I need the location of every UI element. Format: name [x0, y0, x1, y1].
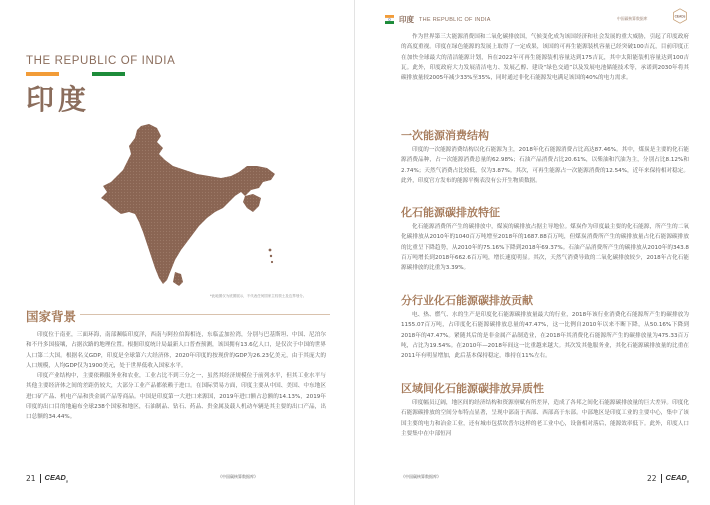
country-name-en: THE REPUBLIC OF INDIA	[26, 55, 176, 67]
section-divider	[80, 314, 330, 315]
india-map	[45, 122, 305, 287]
india-northeast	[243, 194, 261, 212]
ceads-logo-icon	[672, 8, 688, 24]
paragraph: 印度的一次能源消费结构以化石能源为主，2018年化石能源消费占比高达87.46%。其中，煤炭是主要的化石能源消费品种，占一次能源消费总量的62.98%；石油产品消费占比20.61%，以柴油和汽油为主，分别占比8.12%和2.74%；天然气消费占比较低，仅为3.87%。其次，可再生能源占一次能源消费的12.54%，近年来保持相对稳定。此外，印度官方发布的能源平衡表没有公开生物质数据。	[401, 147, 689, 184]
running-head	[385, 14, 491, 25]
primary-energy-text	[401, 145, 689, 186]
footer-report-title: 《中国碳核算数据库》	[218, 474, 258, 479]
footer-divider	[661, 474, 662, 483]
sector-contribution-text	[401, 310, 689, 361]
map-caption: *此地图仅为底图展示，不代表任何国家主权领土及边界划分。	[210, 294, 307, 298]
section-title-sector-contribution: 分行业化石能源碳排放贡献	[401, 294, 533, 307]
regional-heterogeneity-text	[401, 398, 689, 439]
flag-white-stripe	[59, 72, 92, 76]
brand-logo: $CEAD_s$	[665, 473, 690, 484]
page-number: 22	[647, 473, 657, 483]
india-map-image	[45, 122, 305, 287]
paragraph: 化石能源消费所产生的碳排放中，煤炭的碳排放占据主导地位。煤炭作为印度最主要的化石能源，所产生的二氧化碳排放从2010年的1040百万吨增至2018年的1687.88百万吨，但煤炭消费所产生的碳排放量占化石能源碳排放的比重呈下降趋势，从2010年的75.16%下降到2018年69.37%。石油产品消费所产生的碳排放从2010年的343.8百万吨增长到2018年662.6百万吨，增长速度明显。其次，天然气消费导致的二氧化碳排放较少，2018年占化石能源碳排放的比重为3.39%。	[401, 224, 689, 272]
flag-icon	[385, 15, 394, 24]
paragraph: 作为世界第三大能源消费国和二氧化碳排放国，气候变化成为该国经济和社会发展的重大威胁，引起了印度政府的高度重视。印度在绿色能源的发展上取得了一定成果，该国的可再生能源装机容量已经突破100吉瓦，目前印度正在加快全球最大的清洁能源计划，旨在2022年可再生能源装机容量达到175吉瓦，其中太阳能装机容量达到100吉瓦。此外，印度政府大力发展清洁电力、发展乙醇、建设“绿色交通”以及发展电池储能技术等，承诺到2030年将其碳排放量较2005年减少33%至35%，同时通过非化石能源发电满足该国的40%的电力需求。	[401, 34, 689, 82]
intro-text	[401, 32, 689, 83]
right-footer	[647, 473, 689, 484]
paragraph: 印度产业结构中，主要依赖服务业和农业，工业占比不到三分之一，虽然其经济规模位于前列水平，但其工业水平与其他主要经济体之间的差距仍较大，大部分工业产品都依赖于进口。在国际贸易方面，印度主要从中国、美国、中东地区进口矿产品、机电产品和贵金属产品等商品。中国是印度第一大进口来源国，2019年进口额占总额的14.13%，2019年印度的出口目的地遍布全球238个国家和地区，石油制品、钻石、药品、贵金属及载人机动车辆是其主要的出口产品，出口总额的34.44%。	[26, 373, 326, 421]
running-head-zh: 印度	[399, 15, 414, 24]
section-title-fossil-emissions: 化石能源碳排放特征	[401, 206, 500, 219]
svg-text:CEADs: CEADs	[674, 14, 686, 19]
footer-report-title: 《中国碳核算数据库》	[401, 474, 441, 479]
right-page	[355, 0, 710, 505]
brand-logo: $CEAD_s$	[44, 473, 69, 484]
background-text	[26, 330, 326, 423]
country-name-zh: 印度	[26, 83, 91, 116]
section-title-regional-heterogeneity: 区域间化石能源碳排放异质性	[401, 382, 544, 395]
sri-lanka	[173, 272, 183, 286]
paragraph: 印度幅员辽阔，地区间的经济结构和资源禀赋有所差异，造成了各邦之间化石能源碳排放量的巨大差异。印度化石能源碳排放的空间分布特点显著，呈现中部南于西部、西部高于东部。中部地区是印度工业的主要中心，集中了该国主要的电力和冶金工业，还有城市包括坎普尔这样的老工业中心，设备相对落后，能源效率低下。此外，印度人口主要集中在中部恒河	[401, 400, 689, 437]
flag-green-stripe	[92, 72, 125, 76]
flag-saffron-stripe	[26, 72, 59, 76]
left-footer	[26, 473, 68, 484]
fossil-emissions-text	[401, 222, 689, 273]
page-number: 21	[26, 473, 36, 483]
andaman-islands	[269, 249, 272, 252]
section-title-background: 国家背景	[26, 309, 77, 324]
footer-divider	[40, 474, 41, 483]
running-head-report: 中国碳核算数据库	[617, 16, 648, 21]
flag-stripes	[26, 72, 125, 76]
section-title-primary-energy: 一次能源消费结构	[401, 129, 489, 142]
paragraph: 电、热、燃气、水的生产是印度化石能源碳排放量最大的行业，2018年该行业消费化石能源所产生的碳排放为1155.07百万吨，占印度化石能源碳排放总量的47.47%，这一比例自2010年以来不断下降，从50.16%下降到2018年的47.47%。紧随其后的是非金属产品制造业，在2018年其消费化石能源所产生的碳排放量为475.33百万吨，占比为19.54%。在2010年—2018年间这一比重越来越大。其次发其他服务业，其化石能源碳排放量的比重在2011年有明显增加，此后基本保持稳定，维持在11%左右。	[401, 312, 689, 360]
running-head-en: THE REPUBLIC OF INDIA	[419, 16, 491, 23]
paragraph: 印度位于南亚，三面环海，南部濒临印度洋，西南与阿拉伯海相连，东临孟加拉湾，分别与巴基斯坦、中国、尼泊尔和不丹多国接壤，占据次路的地理位置。根据印度统计局最新人口普查预测，该国拥有13.6亿人口，是仅次于中国的世界人口第二大国。根据名义GDP，印度是全球第六大经济体，2020年印度的按现价的GDP为26.23亿美元，由于其庞大的人口规模，人均GDP仅为1900美元，处于世界低收入国家水平。	[26, 332, 326, 369]
